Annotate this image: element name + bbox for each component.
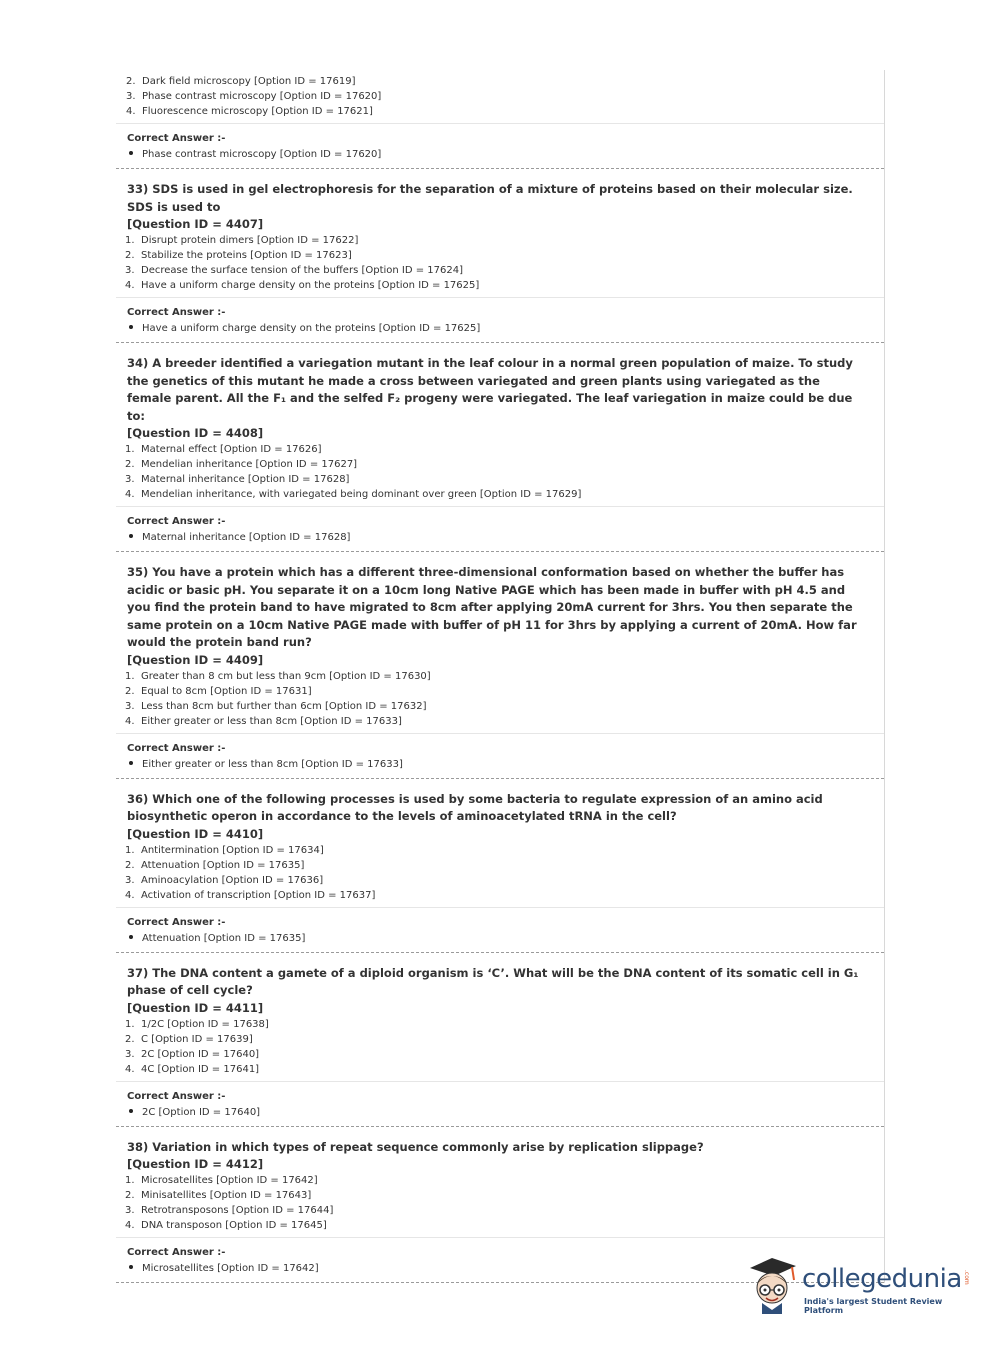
question-text: 34) A breeder identified a variegation mutant in the leaf colour in a normal green population of maize. To study the genetics of this mutant he made a cross between variegated and green plants using variegated as the female parent. All the F₁ and the selfed F₂ progeny were variegated. The leaf variegation in maize could be due to:	[127, 356, 853, 423]
option-list	[125, 442, 874, 502]
question-text: 33) SDS is used in gel electrophoresis for the separation of a mixture of proteins based on their molecular size. SDS is used to	[127, 182, 853, 214]
mascot-icon	[742, 1250, 804, 1320]
option-item: 1. Disrupt protein dimers [Option ID = 17622]	[125, 235, 359, 246]
correct-answer: 2C [Option ID = 17640]	[127, 1105, 884, 1121]
question-38	[116, 1127, 884, 1238]
previous-question-tail	[116, 70, 884, 123]
option-item: 3. 2C [Option ID = 17640]	[125, 1048, 260, 1060]
logo-wordmark: collegedunia	[802, 1264, 962, 1294]
bullet-icon	[129, 1265, 133, 1269]
correct-answer: Maternal inheritance [Option ID = 17628]	[127, 530, 884, 546]
option-item: 1. Maternal effect [Option ID = 17626]	[125, 444, 322, 455]
option-item: 2. Minisatellites [Option ID = 17643]	[125, 1190, 312, 1201]
option-list	[125, 1017, 874, 1077]
collegedunia-logo	[742, 1250, 972, 1320]
correct-answer: Phase contrast microscopy [Option ID = 17620]	[127, 147, 884, 163]
option-list	[125, 1173, 874, 1233]
correct-answer-box	[116, 733, 884, 778]
option-item: 2. Mendelian inheritance [Option ID = 17627]	[125, 459, 358, 470]
correct-answer-label: Correct Answer :-	[127, 516, 226, 527]
bullet-icon	[129, 151, 133, 155]
question-33	[116, 169, 884, 297]
option-item: 3. Decrease the surface tension of the buffers [Option ID = 17624]	[125, 265, 464, 276]
bullet-icon	[129, 935, 133, 939]
question-id: [Question ID = 4408]	[127, 426, 264, 440]
question-id: [Question ID = 4409]	[127, 652, 264, 667]
option-item: 4. DNA transposon [Option ID = 17645]	[125, 1220, 327, 1231]
question-text: 38) Variation in which types of repeat sequence commonly arise by replication slippage?	[127, 1139, 704, 1154]
option-item: 3. Less than 8cm but further than 6cm [Option ID = 17632]	[125, 700, 427, 712]
option-item: 4. Mendelian inheritance, with variegated being dominant over green [Option ID = 17629]	[125, 489, 582, 500]
bullet-icon	[129, 761, 133, 765]
correct-answer-label: Correct Answer :-	[127, 916, 226, 928]
question-37	[116, 953, 884, 1081]
option-item: 3. Phase contrast microscopy [Option ID = 17620]	[126, 91, 382, 102]
question-36	[116, 779, 884, 907]
option-item: 2. Equal to 8cm [Option ID = 17631]	[125, 685, 312, 697]
option-item: 4. Either greater or less than 8cm [Option ID = 17633]	[125, 715, 402, 727]
question-paper	[116, 70, 885, 1283]
correct-answer: Attenuation [Option ID = 17635]	[127, 931, 884, 947]
correct-answer-label: Correct Answer :-	[127, 307, 226, 318]
question-35	[116, 552, 884, 733]
correct-answer-box	[116, 907, 884, 952]
question-id: [Question ID = 4407]	[127, 217, 264, 231]
option-item: 1. 1/2C [Option ID = 17638]	[125, 1018, 269, 1030]
option-item: 2. Attenuation [Option ID = 17635]	[125, 859, 305, 871]
option-item: 4. Have a uniform charge density on the proteins [Option ID = 17625]	[125, 280, 480, 291]
question-id: [Question ID = 4411]	[127, 1000, 264, 1015]
option-item: 3. Retrotransposons [Option ID = 17644]	[125, 1205, 334, 1216]
option-item: 1. Microsatellites [Option ID = 17642]	[125, 1175, 318, 1186]
correct-answer-box	[116, 506, 884, 551]
option-item: 4. Activation of transcription [Option ID = 17637]	[125, 889, 376, 901]
option-item: 3. Aminoacylation [Option ID = 17636]	[125, 874, 324, 886]
option-item: 2. C [Option ID = 17639]	[125, 1033, 253, 1045]
option-item: 1. Antitermination [Option ID = 17634]	[125, 844, 324, 856]
option-list	[125, 669, 874, 729]
option-list	[125, 233, 874, 293]
correct-answer: Microsatellites [Option ID = 17642]	[127, 1261, 884, 1277]
bullet-icon	[129, 534, 133, 538]
question-text: 36) Which one of the following processes is used by some bacteria to regulate expression of an amino acid biosynthetic operon in accordance to the levels of aminoacetylated tRNA in the cell?	[127, 791, 823, 823]
option-list	[126, 74, 874, 119]
correct-answer: Either greater or less than 8cm [Option ID = 17633]	[127, 757, 884, 773]
option-item: 2. Dark field microscopy [Option ID = 17619]	[126, 76, 356, 87]
option-item: 3. Maternal inheritance [Option ID = 17628]	[125, 474, 350, 485]
correct-answer-box	[116, 1081, 884, 1126]
option-list	[125, 843, 874, 903]
correct-answer-label: Correct Answer :-	[127, 1090, 226, 1102]
correct-answer-box	[116, 297, 884, 342]
correct-answer-label: Correct Answer :-	[127, 133, 226, 144]
question-text: 37) The DNA content a gamete of a diploid organism is ‘C’. What will be the DNA content of its somatic cell in G₁ phase of cell cycle?	[127, 965, 859, 997]
option-item: 2. Stabilize the proteins [Option ID = 17623]	[125, 250, 352, 261]
option-item: 1. Greater than 8 cm but less than 9cm [Option ID = 17630]	[125, 670, 431, 682]
correct-answer-label: Correct Answer :-	[127, 742, 226, 754]
question-id: [Question ID = 4412]	[127, 1157, 264, 1171]
question-34	[116, 343, 884, 506]
question-id: [Question ID = 4410]	[127, 826, 264, 841]
bullet-icon	[129, 1109, 133, 1113]
question-text: 35) You have a protein which has a different three-dimensional conformation based on whether the buffer has acidic or basic pH. You separate it on a 10cm long Native PAGE which has been made in buffer with pH 4.5 and you find the protein band to have migrated to 8cm after applying 20mA current for 3hrs. You then separate the same protein on a 10cm Native PAGE made with buffer of pH 11 for 3hrs by applying a current of 20mA. How far would the protein band run?	[127, 565, 857, 649]
option-item: 4. Fluorescence microscopy [Option ID = 17621]	[126, 106, 373, 117]
bullet-icon	[129, 325, 133, 329]
option-item: 4. 4C [Option ID = 17641]	[125, 1063, 260, 1075]
logo-tagline: India's largest Student Review Platform	[804, 1297, 943, 1315]
correct-answer-label: Correct Answer :-	[127, 1247, 226, 1258]
correct-answer: Have a uniform charge density on the proteins [Option ID = 17625]	[127, 321, 884, 337]
correct-answer-box	[116, 123, 884, 168]
logo-suffix: .com	[963, 1270, 970, 1285]
